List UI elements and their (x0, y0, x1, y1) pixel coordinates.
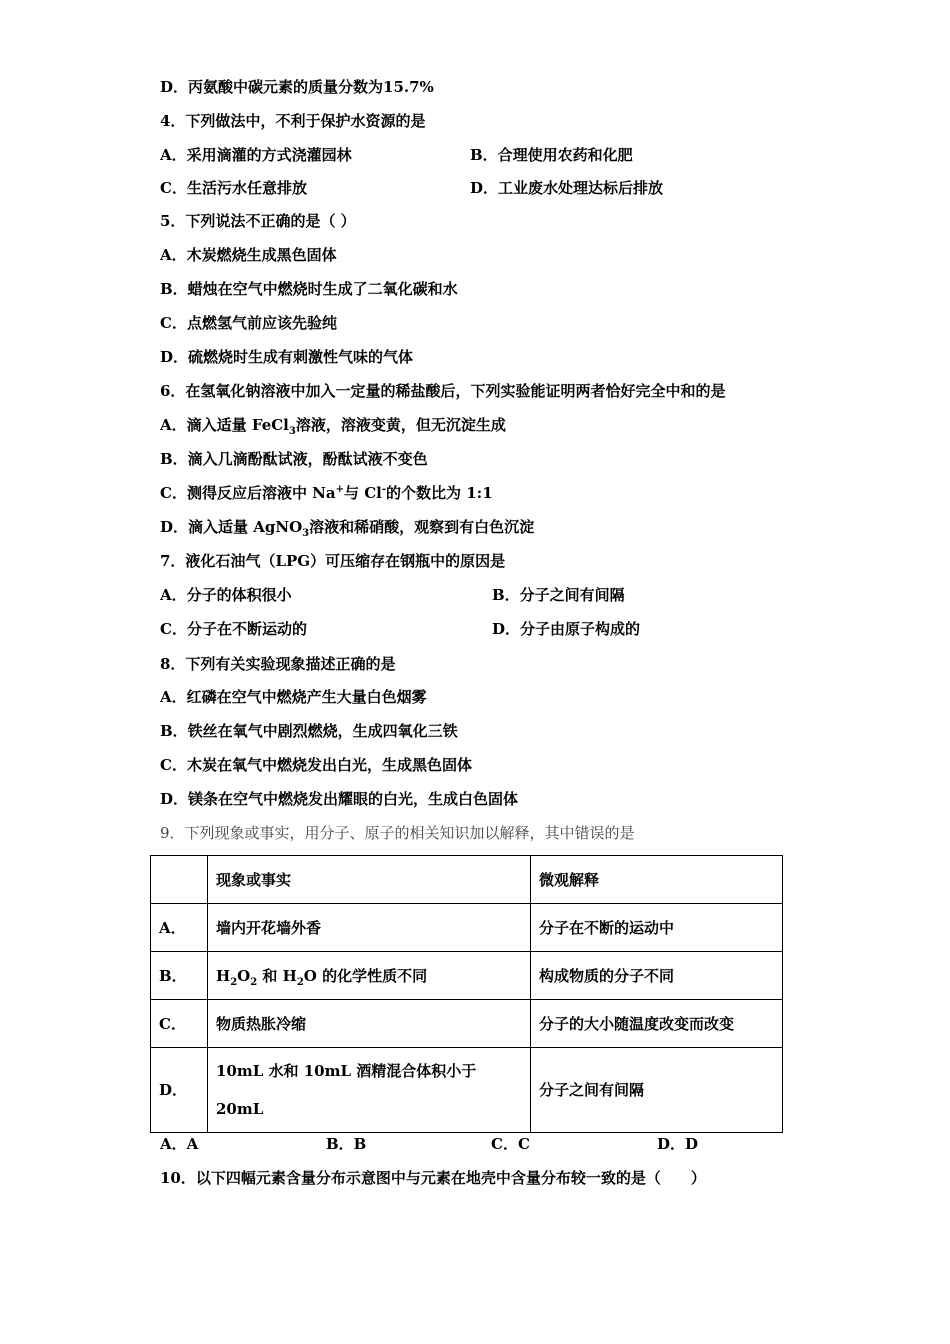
q8-option-c: C．木炭在氧气中燃烧发出白光，生成黑色固体 (160, 756, 472, 774)
q7-option-c: C．分子在不断运动的 (160, 620, 307, 638)
table-header-empty (151, 856, 208, 904)
q6-option-b: B．滴入几滴酚酞试液，酚酞试液不变色 (160, 450, 428, 468)
row-label: B． (151, 952, 208, 1000)
q9-option-a: A．A (160, 1135, 199, 1153)
q7-stem: 7．液化石油气（LPG）可压缩存在钢瓶中的原因是 (160, 552, 506, 570)
row-label: C． (151, 1000, 208, 1048)
q8-option-a: A．红磷在空气中燃烧产生大量白色烟雾 (160, 688, 427, 706)
row-phenomenon: $H_2O_2$ 和 $H_2O$ 的化学性质不同 (208, 952, 531, 1000)
table-row (151, 904, 783, 952)
q7-option-b: B．分子之间有间隔 (492, 586, 625, 604)
q9-option-d: D．D (657, 1135, 699, 1153)
row-explanation: 分子之间有间隔 (531, 1048, 783, 1133)
q8-stem: 8．下列有关实验现象描述正确的是 (160, 655, 396, 673)
q4-option-c: C．生活污水任意排放 (160, 179, 307, 197)
q8-option-d: D．镁条在空气中燃烧发出耀眼的白光，生成白色固体 (160, 790, 519, 808)
q10-stem: 10．以下四幅元素含量分布示意图中与元素在地壳中含量分布较一致的是（ ） (160, 1169, 706, 1187)
q4-option-b: B．合理使用农药和化肥 (470, 146, 633, 164)
table-row (151, 1048, 783, 1133)
q5-option-a: A．木炭燃烧生成黑色固体 (160, 246, 337, 264)
row-phenomenon: 墙内开花墙外香 (208, 904, 531, 952)
table-header-phenomenon: 现象或事实 (208, 856, 531, 904)
q6-option-d: D．滴入适量 AgNO$_3$溶液和稀硝酸，观察到有白色沉淀 (160, 518, 535, 539)
row-phenomenon: 10mL 水和 10mL 酒精混合体积小于 20mL (208, 1048, 531, 1133)
row-label: A． (151, 904, 208, 952)
table-header-row (151, 856, 783, 904)
q5-option-c: C．点燃氢气前应该先验纯 (160, 314, 337, 332)
q5-stem: 5．下列说法不正确的是（ ） (160, 212, 356, 230)
row-explanation: 构成物质的分子不同 (531, 952, 783, 1000)
row-label: D． (151, 1048, 208, 1133)
q6-stem: 6．在氢氧化钠溶液中加入一定量的稀盐酸后，下列实验能证明两者恰好完全中和的是 (160, 382, 726, 400)
q6-option-a: A．滴入适量 FeCl$_3$溶液，溶液变黄，但无沉淀生成 (160, 416, 506, 437)
q9-table (150, 855, 783, 1133)
q6-option-c: C．测得反应后溶液中 Na+与 Cl-的个数比为 1:1 (160, 484, 493, 502)
q4-stem: 4．下列做法中，不利于保护水资源的是 (160, 112, 426, 130)
q4-option-d: D．工业废水处理达标后排放 (470, 179, 664, 197)
q9-option-b: B．B (326, 1135, 367, 1153)
q9-option-c: C．C (491, 1135, 530, 1153)
row-explanation: 分子的大小随温度改变而改变 (531, 1000, 783, 1048)
q9-stem: 9．下列现象或事实，用分子、原子的相关知识加以解释，其中错误的是 (160, 824, 635, 842)
row-explanation: 分子在不断的运动中 (531, 904, 783, 952)
q8-option-b: B．铁丝在氧气中剧烈燃烧，生成四氧化三铁 (160, 722, 458, 740)
q4-option-a: A．采用滴灌的方式浇灌园林 (160, 146, 352, 164)
q5-option-d: D．硫燃烧时生成有刺激性气味的气体 (160, 348, 414, 366)
q5-option-b: B．蜡烛在空气中燃烧时生成了二氧化碳和水 (160, 280, 458, 298)
q3-option-d: D．丙氨酸中碳元素的质量分数为15.7% (160, 78, 434, 96)
table-row (151, 952, 783, 1000)
row-phenomenon: 物质热胀冷缩 (208, 1000, 531, 1048)
table-header-explanation: 微观解释 (531, 856, 783, 904)
q7-option-a: A．分子的体积很小 (160, 586, 292, 604)
q7-option-d: D．分子由原子构成的 (492, 620, 641, 638)
table-row (151, 1000, 783, 1048)
